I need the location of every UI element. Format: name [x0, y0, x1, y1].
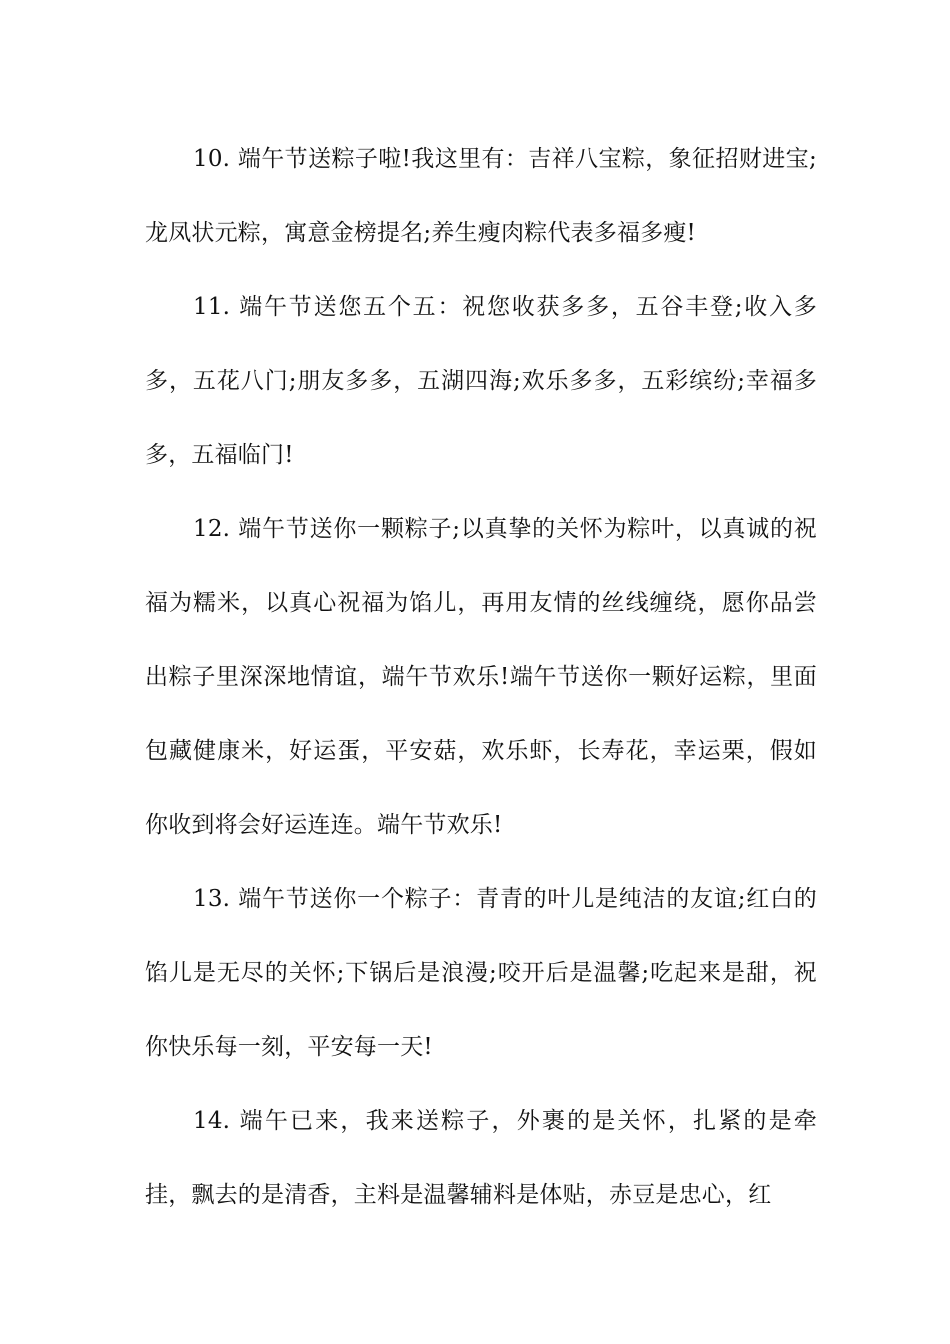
paragraph-11: 11. 端午节送您五个五：祝您收获多多，五谷丰登;收入多多，五花八门;朋友多多，五湖四海;欢乐多多，五彩缤纷;幸福多多，五福临门! [145, 294, 817, 468]
document-body [145, 122, 817, 1232]
paragraph-10: 10. 端午节送粽子啦!我这里有：吉祥八宝粽，象征招财进宝;龙凤状元粽，寓意金榜提名;养生瘦肉粽代表多福多瘦! [145, 146, 817, 246]
paragraph-12: 12. 端午节送你一颗粽子;以真挚的关怀为粽叶，以真诚的祝福为糯米，以真心祝福为馅儿，再用友情的丝线缠绕，愿你品尝出粽子里深深地情谊，端午节欢乐!端午节送你一颗好运粽，里面包藏健康米，好运蛋，平安菇，欢乐虾，长寿花，幸运栗，假如你收到将会好运连连。端午节欢乐! [145, 516, 817, 838]
paragraph-14: 14. 端午已来，我来送粽子，外裹的是关怀，扎紧的是牵挂，飘去的是清香，主料是温馨辅料是体贴，赤豆是忠心，红 [145, 1108, 817, 1208]
paragraph-13: 13. 端午节送你一个粽子：青青的叶儿是纯洁的友谊;红白的馅儿是无尽的关怀;下锅后是浪漫;咬开后是温馨;吃起来是甜，祝你快乐每一刻，平安每一天! [145, 886, 817, 1060]
